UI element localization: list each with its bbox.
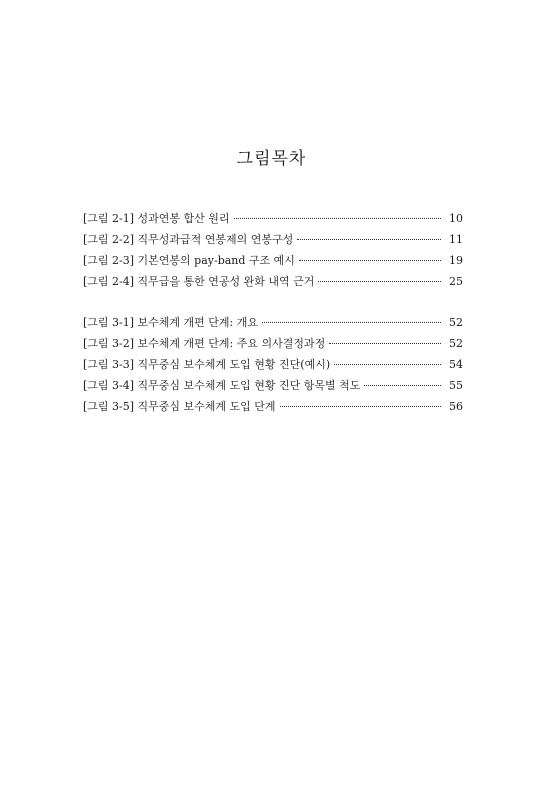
figure-entry-label: [그림 3-5] 직무중심 보수체계 도입 단계 <box>83 400 276 413</box>
figure-entry-label: [그림 3-2] 보수체계 개편 단계: 주요 의사결정과정 <box>83 337 326 350</box>
figure-entry[interactable] <box>83 210 463 231</box>
figure-list <box>83 210 463 419</box>
figure-entry[interactable] <box>83 252 463 273</box>
figure-entry-label: [그림 2-1] 성과연봉 합산 원리 <box>83 212 230 225</box>
figure-entry[interactable] <box>83 356 463 377</box>
figure-entry[interactable] <box>83 314 463 335</box>
figure-entry[interactable] <box>83 377 463 398</box>
figure-entry-page: 10 <box>449 212 463 225</box>
dot-leader <box>262 322 441 323</box>
figure-entry-page: 52 <box>449 316 463 329</box>
figure-group-ch3 <box>83 314 463 419</box>
figure-entry-page: 11 <box>449 233 463 246</box>
dot-leader <box>364 385 441 386</box>
figure-entry-page: 52 <box>449 337 463 350</box>
figure-entry-label: [그림 3-3] 직무중심 보수체계 도입 현황 진단(예시) <box>83 358 331 371</box>
dot-leader <box>280 406 441 407</box>
figure-entry[interactable] <box>83 335 463 356</box>
figure-entry-label: [그림 2-4] 직무급을 통한 연공성 완화 내역 근거 <box>83 275 315 288</box>
figure-entry[interactable] <box>83 273 463 294</box>
dot-leader <box>299 260 441 261</box>
figure-entry-page: 56 <box>449 400 463 413</box>
figure-entry-page: 25 <box>449 275 463 288</box>
dot-leader <box>329 343 441 344</box>
dot-leader <box>234 218 441 219</box>
figure-group-ch2 <box>83 210 463 294</box>
figure-entry-page: 19 <box>449 254 463 267</box>
figure-entry-page: 55 <box>449 379 463 392</box>
figure-entry[interactable] <box>83 231 463 252</box>
dot-leader <box>334 364 441 365</box>
figure-entry-label: [그림 3-1] 보수체계 개편 단계: 개요 <box>83 316 258 329</box>
figure-entry-label: [그림 2-2] 직무성과급적 연봉제의 연봉구성 <box>83 233 294 246</box>
page-title: 그림목차 <box>236 149 307 169</box>
figure-entry-label: [그림 2-3] 기본연봉의 pay-band 구조 예시 <box>83 254 295 267</box>
figure-entry-page: 54 <box>449 358 463 371</box>
dot-leader <box>318 281 441 282</box>
figure-entry-label: [그림 3-4] 직무중심 보수체계 도입 현황 진단 항목별 척도 <box>83 379 361 392</box>
dot-leader <box>297 239 441 240</box>
figure-entry[interactable] <box>83 398 463 419</box>
